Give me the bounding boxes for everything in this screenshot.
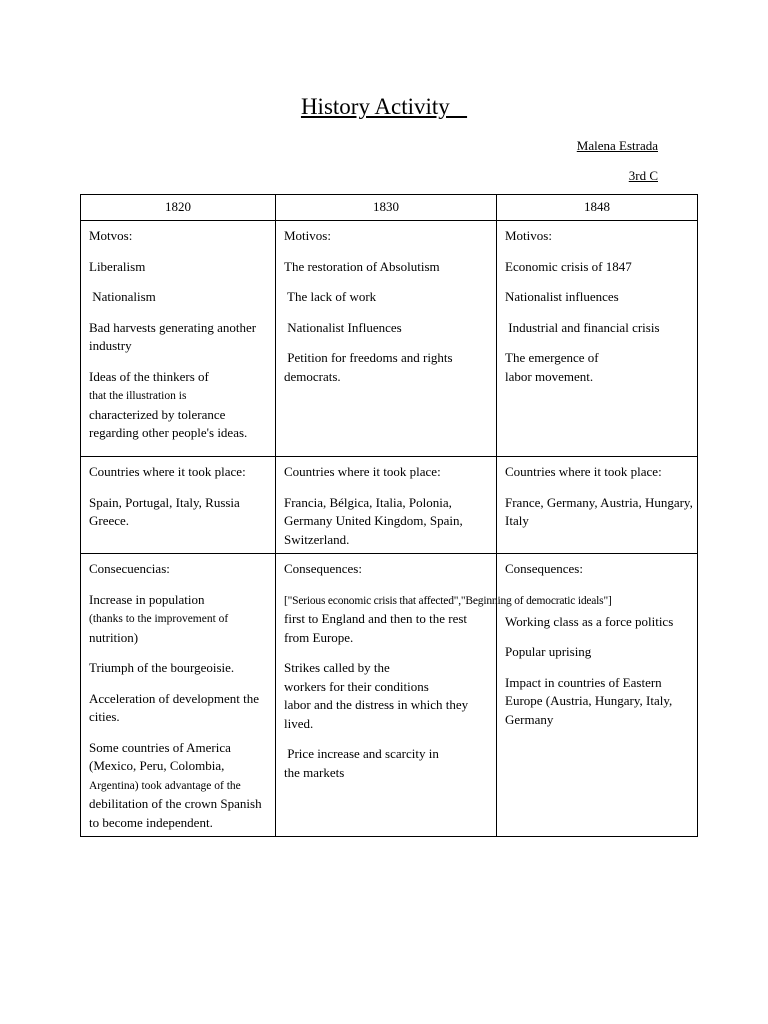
text-line: nutrition) — [89, 629, 139, 645]
text-line: Strikes called by the — [284, 660, 390, 675]
history-table — [80, 194, 698, 837]
author-name: Malena Estrada — [576, 138, 658, 153]
list-item: Triumph of the bourgeoisie. — [89, 660, 235, 675]
text-line: Price increase and scarcity in — [284, 746, 439, 761]
countries-1820-cell — [81, 457, 276, 554]
list-item: Nationalism — [89, 289, 156, 304]
header-1830: 1830 — [276, 195, 497, 221]
motives-1848-cell — [497, 221, 698, 457]
list-item: Economic crisis of 1847 — [505, 258, 632, 274]
list-item — [89, 739, 271, 833]
text-line: Some countries of America (Mexico, Peru, Colombia, — [89, 739, 231, 773]
text-line: ["Serious economic crisis that affected","Beginning of democratic ideals"] — [284, 594, 612, 607]
list-item: Petition for freedoms and rights democrats. — [284, 350, 456, 384]
cell-label: Motvos: — [89, 228, 133, 243]
text-line: Ideas of the thinkers of — [89, 368, 209, 384]
header-row — [81, 195, 698, 221]
text-line: that the illustration is — [89, 390, 187, 402]
consequences-row — [81, 554, 698, 837]
countries-1848-cell — [497, 457, 698, 554]
cell-label: Consecuencias: — [89, 561, 170, 576]
cell-label: Motivos: — [505, 228, 552, 243]
motives-row — [81, 221, 698, 457]
cell-label: Countries where it took place: — [284, 464, 441, 479]
cell-label: Consequences: — [505, 561, 583, 576]
page-title: History Activity — [300, 94, 468, 119]
text-line: workers for their conditions — [284, 678, 429, 694]
motives-1820-cell — [81, 221, 276, 457]
list-item — [284, 745, 492, 782]
text-line: (thanks to the improvement of — [89, 613, 229, 625]
list-item: Impact in countries of Eastern Europe (Austria, Hungary, Italy, Germany — [505, 674, 673, 727]
countries-row — [81, 457, 698, 554]
countries-1830-cell — [276, 457, 497, 554]
list-item — [89, 591, 271, 648]
consequences-1820-cell — [81, 554, 276, 837]
list-item: Industrial and financial crisis — [505, 319, 660, 335]
header-1820: 1820 — [81, 195, 276, 221]
cell-label: Countries where it took place: — [505, 464, 662, 479]
list-item: Acceleration of development the cities. — [89, 690, 260, 724]
list-item: Popular uprising — [505, 644, 592, 659]
header-1848: 1848 — [497, 195, 698, 221]
list-item — [505, 349, 693, 386]
text-line: labor movement. — [505, 368, 594, 384]
text-line: characterized by tolerance regarding other people's ideas. — [89, 406, 248, 440]
class-id: 3rd C — [628, 168, 658, 183]
cell-label: Consequences: — [284, 561, 362, 576]
list-item: Nationalist Influences — [284, 319, 402, 335]
list-item: The lack of work — [284, 289, 377, 304]
text-line: first to England and then to the rest from Europe. — [284, 611, 468, 645]
text-line: The emergence of — [505, 350, 599, 365]
list-item: Francia, Bélgica, Italia, Polonia, Germany United Kingdom, Spain, Switzerland. — [284, 494, 463, 547]
list-item: Bad harvests generating another industry — [89, 319, 257, 353]
list-item: Spain, Portugal, Italy, Russia Greece. — [89, 494, 240, 528]
text-line: Increase in population — [89, 591, 205, 607]
list-item — [89, 368, 271, 443]
text-line: the markets — [284, 764, 345, 780]
list-item: Liberalism — [89, 258, 146, 274]
cell-label: Motivos: — [284, 228, 331, 243]
list-item: Nationalist influences — [505, 289, 619, 304]
list-item: The restoration of Absolutism — [284, 258, 440, 274]
text-line: labor and the distress in which they lived. — [284, 697, 469, 731]
list-item — [284, 659, 492, 733]
list-item: France, Germany, Austria, Hungary, Italy — [505, 494, 693, 528]
motives-1830-cell — [276, 221, 497, 457]
text-line: debilitation of the crown Spanish to become independent. — [89, 796, 262, 830]
cell-label: Countries where it took place: — [89, 464, 246, 479]
list-item: Working class as a force politics — [505, 613, 674, 629]
text-line: Argentina) took advantage of the — [89, 779, 241, 792]
